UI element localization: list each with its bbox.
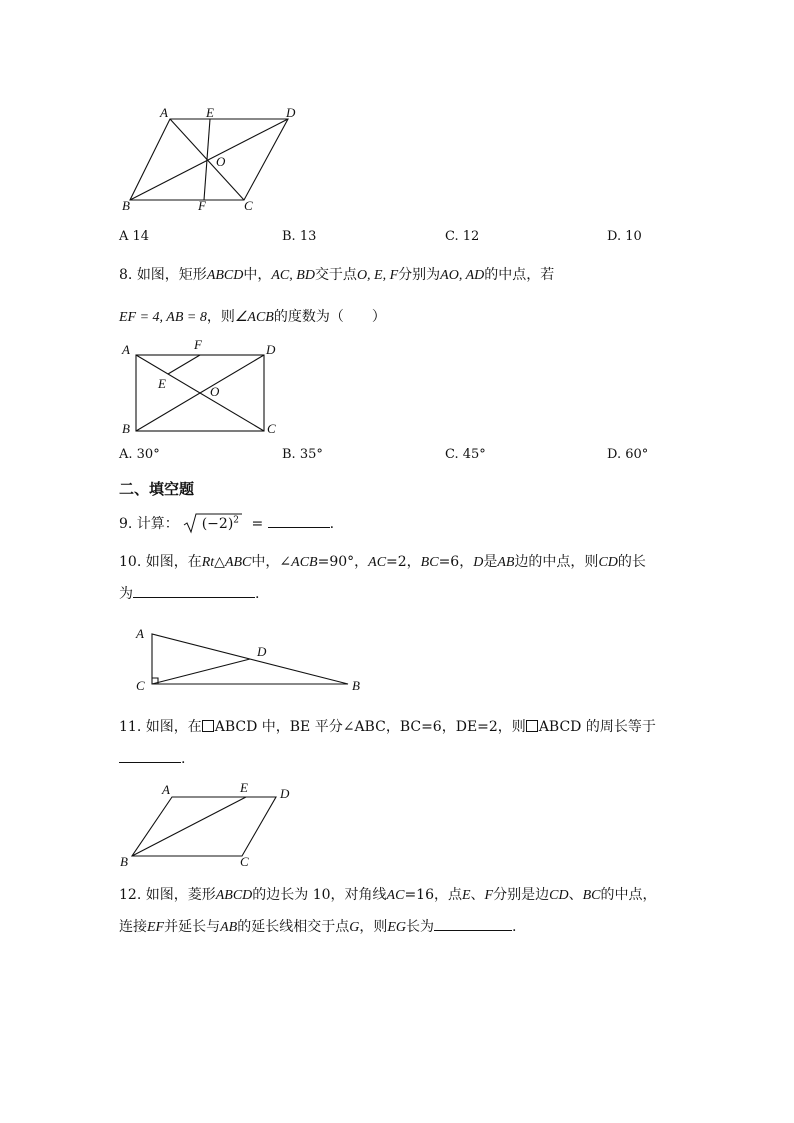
q10-text: 边的中点，则 bbox=[514, 554, 599, 570]
label-e: E bbox=[240, 780, 248, 795]
q10-text: =90°， bbox=[317, 554, 369, 570]
q10-rt: Rt bbox=[201, 555, 215, 570]
q12-g: G bbox=[349, 920, 360, 935]
q9-exponent: 2 bbox=[233, 515, 240, 526]
label-d: D bbox=[257, 644, 267, 659]
q12-bc: BC bbox=[582, 888, 601, 903]
q10-abc: ABC bbox=[224, 555, 252, 570]
q9-equals: = bbox=[251, 516, 264, 532]
q8-option-d: D. 60° bbox=[607, 447, 649, 462]
q12-text: 的边长为 10，对角线 bbox=[252, 887, 387, 903]
q10-end: . bbox=[255, 586, 260, 602]
q10-line1 bbox=[119, 551, 646, 571]
q12-text: 的中点， bbox=[600, 887, 657, 903]
q7-option-c: C. 12 bbox=[445, 229, 480, 244]
label-a: A bbox=[136, 626, 144, 641]
q8-equation: EF = 4, AB = 8 bbox=[119, 310, 207, 325]
q10-text: =6， bbox=[438, 554, 474, 570]
q11-text: 11. 如图，在 bbox=[119, 719, 202, 735]
q11-text: ABCD 中，BE 平分∠ABC，BC=6，DE=2，则 bbox=[214, 719, 526, 735]
q9-line bbox=[119, 512, 334, 534]
q8-text: 交于点 bbox=[314, 267, 357, 283]
q7-option-d: D. 10 bbox=[607, 229, 642, 244]
q10-triangle: △ bbox=[214, 554, 225, 570]
q10-text: 为 bbox=[119, 586, 133, 602]
q8-text: 的度数为（ ） bbox=[273, 309, 386, 325]
label-a: A bbox=[162, 782, 170, 797]
q12-ef: EF bbox=[147, 920, 165, 935]
q8-aoad: AO, AD bbox=[440, 268, 485, 283]
q8-line1 bbox=[119, 264, 554, 284]
q8-oef: O, E, F bbox=[356, 268, 399, 283]
label-e: E bbox=[158, 376, 166, 391]
q11-answer-blank[interactable] bbox=[119, 748, 181, 763]
section-title: 二、填空题 bbox=[119, 480, 195, 498]
q12-eg: EG bbox=[387, 920, 407, 935]
label-f: F bbox=[194, 340, 202, 352]
parallelogram-icon bbox=[526, 720, 538, 732]
q12-text: 、 bbox=[470, 887, 485, 903]
q12-text: ，则 bbox=[359, 919, 388, 935]
q8-text: ，则 bbox=[206, 309, 235, 325]
q12-text: 、 bbox=[568, 887, 583, 903]
label-c: C bbox=[267, 421, 276, 436]
q10-cd: CD bbox=[598, 555, 618, 570]
q11-text: ABCD 的周长等于 bbox=[538, 719, 656, 735]
q10-text: 是 bbox=[483, 554, 498, 570]
q8-option-c: C. 45° bbox=[445, 447, 486, 462]
label-a: A bbox=[122, 342, 130, 357]
q10-ac: AC bbox=[368, 555, 387, 570]
q10-text: 中，∠ bbox=[251, 554, 292, 570]
figure-right-triangle-abc bbox=[130, 622, 370, 698]
q8-text: 如图，矩形 bbox=[136, 267, 207, 283]
label-c: C bbox=[244, 198, 253, 213]
q12-cd: CD bbox=[549, 888, 569, 903]
q12-text: 12. 如图，菱形 bbox=[119, 887, 216, 903]
q7-option-a: A 14 bbox=[119, 229, 150, 244]
label-e: E bbox=[206, 105, 214, 120]
label-d: D bbox=[280, 786, 290, 801]
q12-ab: AB bbox=[220, 920, 238, 935]
label-d: D bbox=[266, 342, 276, 357]
figure-rectangle-abcd bbox=[118, 340, 288, 440]
q12-answer-blank[interactable] bbox=[434, 916, 512, 931]
q11-end: . bbox=[181, 751, 186, 767]
label-c: C bbox=[240, 854, 249, 869]
q12-text: =16，点 bbox=[404, 887, 462, 903]
q10-text: 的长 bbox=[617, 554, 646, 570]
q12-ac: AC bbox=[386, 888, 405, 903]
q10-ab: AB bbox=[497, 555, 515, 570]
q10-answer-blank[interactable] bbox=[133, 583, 255, 598]
q12-text: 连接 bbox=[119, 919, 147, 935]
q12-abcd: ABCD bbox=[215, 888, 253, 903]
parallelogram-icon bbox=[202, 720, 214, 732]
label-o: O bbox=[210, 384, 220, 399]
label-f: F bbox=[198, 198, 206, 213]
q12-text: 并延长与 bbox=[164, 919, 221, 935]
q8-text: 的中点，若 bbox=[484, 267, 555, 283]
q8-acbd: AC, BD bbox=[271, 268, 315, 283]
q10-bc: BC bbox=[420, 555, 439, 570]
q12-e: E bbox=[461, 888, 471, 903]
q8-line2 bbox=[119, 306, 386, 326]
q11-line2 bbox=[119, 748, 185, 767]
label-o: O bbox=[216, 154, 226, 169]
label-b: B bbox=[352, 678, 360, 693]
q10-acb: ACB bbox=[291, 555, 318, 570]
q7-option-b: B. 13 bbox=[282, 229, 317, 244]
q10-d: D bbox=[473, 555, 484, 570]
q10-line2 bbox=[119, 583, 259, 603]
q12-text: 分别是边 bbox=[493, 887, 550, 903]
q11-line1 bbox=[119, 716, 656, 736]
q9-end: . bbox=[329, 516, 335, 532]
q8-text: 中， bbox=[243, 267, 272, 283]
q10-text: 10. 如图，在 bbox=[119, 554, 202, 570]
q8-option-b: B. 35° bbox=[282, 447, 323, 462]
q9-text: 9. 计算： bbox=[119, 516, 179, 532]
q12-end: . bbox=[512, 919, 517, 935]
q10-text: =2， bbox=[386, 554, 421, 570]
q8-abcd: ABCD bbox=[206, 268, 244, 283]
q12-line1 bbox=[119, 884, 656, 904]
label-b: B bbox=[122, 198, 130, 213]
q8-option-a: A. 30° bbox=[119, 447, 160, 462]
q8-angle: ∠ACB bbox=[234, 310, 274, 325]
figure-parallelogram-abcd bbox=[118, 104, 308, 216]
figure-parallelogram-abcd-be bbox=[118, 778, 308, 870]
q8-number: 8. bbox=[119, 267, 133, 283]
q8-text: 分别为 bbox=[398, 267, 441, 283]
q12-text: 长为 bbox=[406, 919, 435, 935]
q9-radicand: (−2) bbox=[201, 516, 234, 532]
q12-line2 bbox=[119, 916, 516, 936]
q12-text: 的延长线相交于点 bbox=[237, 919, 350, 935]
label-b: B bbox=[120, 854, 128, 869]
q9-answer-blank[interactable] bbox=[268, 513, 330, 528]
label-d: D bbox=[286, 105, 296, 120]
label-c: C bbox=[136, 678, 145, 693]
q12-f: F bbox=[484, 888, 494, 903]
label-b: B bbox=[122, 421, 130, 436]
label-a: A bbox=[160, 105, 168, 120]
